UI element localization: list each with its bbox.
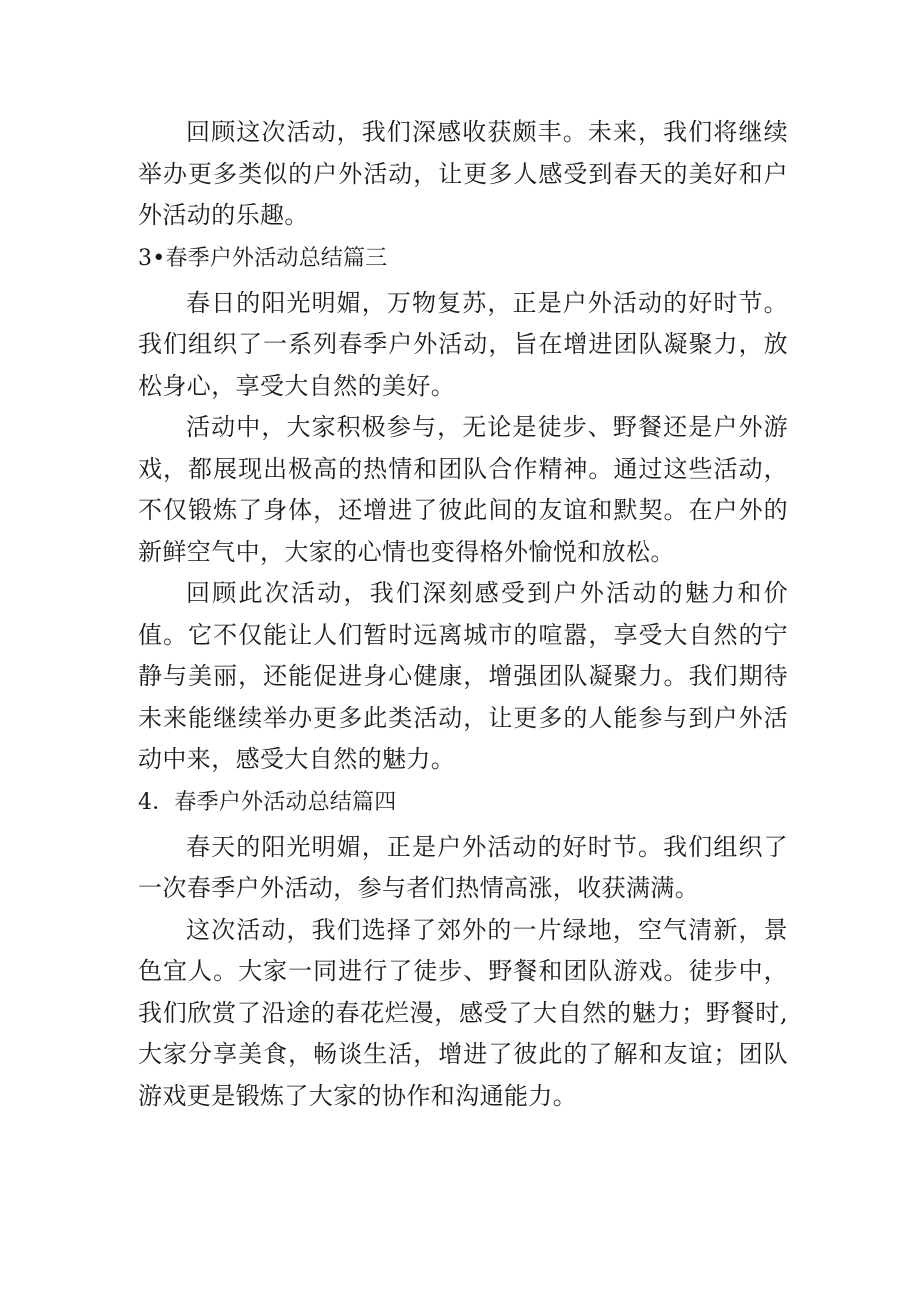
paragraph-activity-review: 回顾此次活动，我们深刻感受到户外活动的魅力和价值。它不仅能让人们暂时远离城市的喧嚣，享受大自然的宁静与美丽，还能促进身心健康，增强团队凝聚力。我们期待未来能继续举办更多此类活动，让更多的人能参与到户外活动中来，感受大自然的魅力。 (138, 579, 788, 773)
section-heading-part-four: 4．春季户外活动总结篇四 (138, 789, 397, 815)
section-heading-part-three: 3•春季户外活动总结篇三 (138, 245, 388, 271)
document-page (138, 112, 788, 1117)
paragraph-outing-details: 这次活动，我们选择了郊外的一片绿地，空气清新，景色宜人。大家一同进行了徒步、野餐和团队游戏。徒步中，我们欣赏了沿途的春花烂漫，感受了大自然的魅力；野餐时,大家分享美食，畅谈生活，增进了彼此的了解和友谊；团队游戏更是锻炼了大家的协作和沟通能力。 (138, 915, 788, 1110)
paragraph-spring-outing: 春天的阳光明媚，正是户外活动的好时节。我们组织了一次春季户外活动，参与者们热情高涨，收获满满。 (138, 832, 788, 902)
paragraph-spring-intro: 春日的阳光明媚，万物复苏，正是户外活动的好时节。我们组织了一系列春季户外活动，旨在增进团队凝聚力，放松身心，享受大自然的美好。 (138, 288, 788, 400)
paragraph-review-summary: 回顾这次活动，我们深感收获颇丰。未来，我们将继续举办更多类似的户外活动，让更多人感受到春天的美好和户外活动的乐趣。 (138, 118, 788, 229)
paragraph-activity-participation: 活动中，大家积极参与，无论是徒步、野餐还是户外游戏，都展现出极高的热情和团队合作精神。通过这些活动，不仅锻炼了身体，还增进了彼此间的友谊和默契。在户外的新鲜空气中，大家的心情也变得格外愉悦和放松。 (138, 413, 788, 566)
